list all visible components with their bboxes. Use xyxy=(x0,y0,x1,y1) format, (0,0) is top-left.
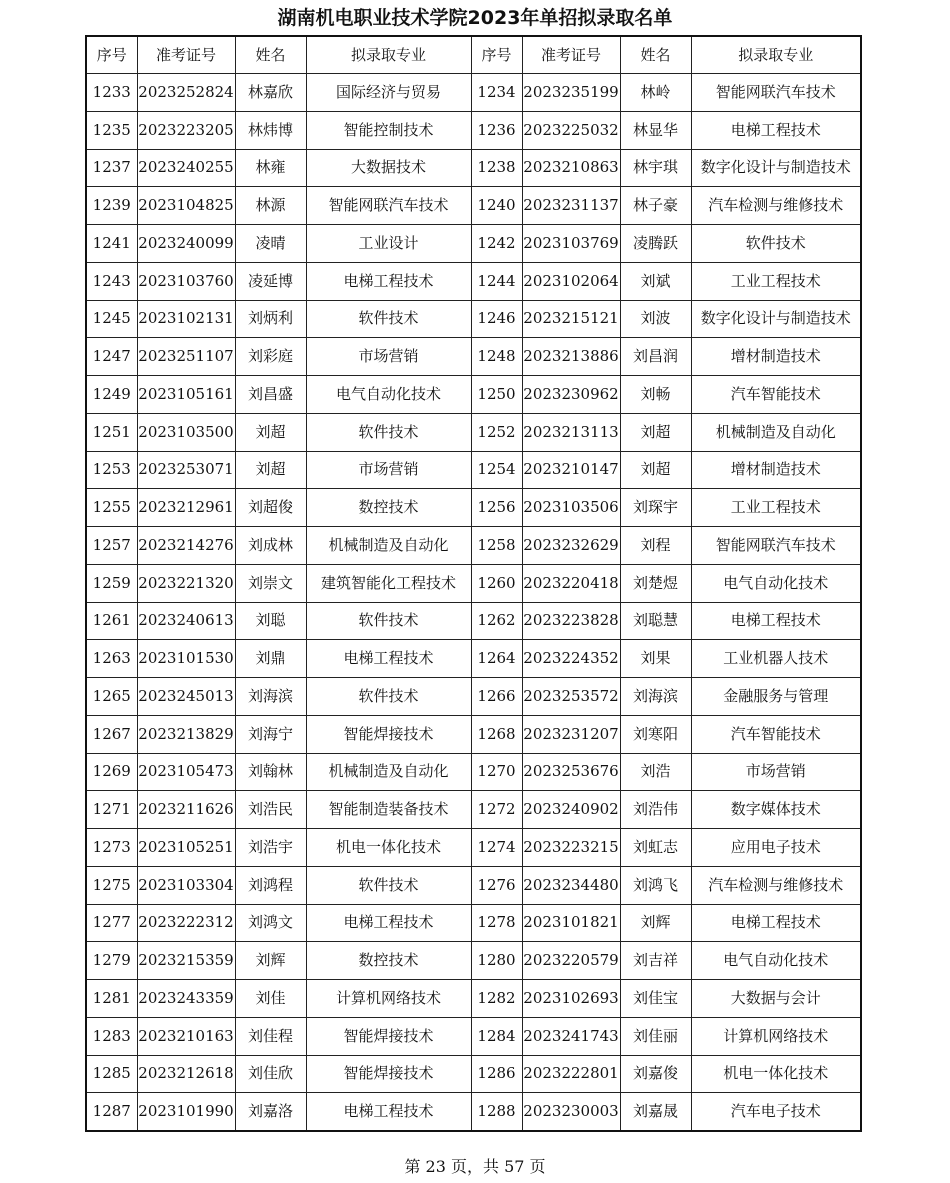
seq-cell: 1235 xyxy=(86,111,137,149)
name-cell: 刘海滨 xyxy=(620,678,691,716)
exam-id-cell: 2023223828 xyxy=(522,602,620,640)
seq-cell: 1252 xyxy=(471,413,522,451)
seq-cell: 1234 xyxy=(471,74,522,112)
major-cell: 机械制造及自动化 xyxy=(691,413,861,451)
table-row xyxy=(86,413,861,451)
seq-cell: 1233 xyxy=(86,74,137,112)
table-row xyxy=(86,942,861,980)
seq-cell: 1240 xyxy=(471,187,522,225)
table-row xyxy=(86,904,861,942)
major-cell: 电气自动化技术 xyxy=(691,564,861,602)
exam-id-cell: 2023213886 xyxy=(522,338,620,376)
major-cell: 电梯工程技术 xyxy=(306,262,471,300)
table-row xyxy=(86,1055,861,1093)
seq-cell: 1266 xyxy=(471,678,522,716)
name-cell: 刘鼎 xyxy=(235,640,306,678)
seq-cell: 1280 xyxy=(471,942,522,980)
header-exam-id-right: 准考证号 xyxy=(522,36,620,74)
exam-id-cell: 2023245013 xyxy=(137,678,235,716)
exam-id-cell: 2023212961 xyxy=(137,489,235,527)
exam-id-cell: 2023220418 xyxy=(522,564,620,602)
seq-cell: 1251 xyxy=(86,413,137,451)
header-major-right: 拟录取专业 xyxy=(691,36,861,74)
table-body xyxy=(86,74,861,1132)
name-cell: 刘佳欣 xyxy=(235,1055,306,1093)
name-cell: 刘超 xyxy=(620,413,691,451)
name-cell: 刘嘉洛 xyxy=(235,1093,306,1131)
exam-id-cell: 2023103304 xyxy=(137,866,235,904)
seq-cell: 1241 xyxy=(86,225,137,263)
exam-id-cell: 2023210863 xyxy=(522,149,620,187)
table-row xyxy=(86,74,861,112)
table-row xyxy=(86,225,861,263)
exam-id-cell: 2023241743 xyxy=(522,1017,620,1055)
seq-cell: 1264 xyxy=(471,640,522,678)
exam-id-cell: 2023231207 xyxy=(522,715,620,753)
seq-cell: 1254 xyxy=(471,451,522,489)
major-cell: 软件技术 xyxy=(306,866,471,904)
major-cell: 电梯工程技术 xyxy=(306,640,471,678)
seq-cell: 1248 xyxy=(471,338,522,376)
name-cell: 刘浩伟 xyxy=(620,791,691,829)
name-cell: 刘海滨 xyxy=(235,678,306,716)
exam-id-cell: 2023225032 xyxy=(522,111,620,149)
major-cell: 智能焊接技术 xyxy=(306,1017,471,1055)
exam-id-cell: 2023103506 xyxy=(522,489,620,527)
exam-id-cell: 2023222801 xyxy=(522,1055,620,1093)
name-cell: 凌晴 xyxy=(235,225,306,263)
name-cell: 刘佳程 xyxy=(235,1017,306,1055)
major-cell: 数字化设计与制造技术 xyxy=(691,149,861,187)
major-cell: 电梯工程技术 xyxy=(306,904,471,942)
header-name-left: 姓名 xyxy=(235,36,306,74)
exam-id-cell: 2023214276 xyxy=(137,527,235,565)
exam-id-cell: 2023223215 xyxy=(522,829,620,867)
major-cell: 机电一体化技术 xyxy=(691,1055,861,1093)
name-cell: 林嘉欣 xyxy=(235,74,306,112)
major-cell: 机械制造及自动化 xyxy=(306,527,471,565)
name-cell: 林炜博 xyxy=(235,111,306,149)
seq-cell: 1247 xyxy=(86,338,137,376)
major-cell: 计算机网络技术 xyxy=(306,980,471,1018)
exam-id-cell: 2023251107 xyxy=(137,338,235,376)
major-cell: 汽车检测与维修技术 xyxy=(691,187,861,225)
major-cell: 增材制造技术 xyxy=(691,451,861,489)
seq-cell: 1277 xyxy=(86,904,137,942)
major-cell: 软件技术 xyxy=(691,225,861,263)
major-cell: 软件技术 xyxy=(306,300,471,338)
major-cell: 数控技术 xyxy=(306,942,471,980)
exam-id-cell: 2023252824 xyxy=(137,74,235,112)
name-cell: 刘楚煜 xyxy=(620,564,691,602)
name-cell: 刘海宁 xyxy=(235,715,306,753)
table-row xyxy=(86,262,861,300)
exam-id-cell: 2023105161 xyxy=(137,376,235,414)
exam-id-cell: 2023234480 xyxy=(522,866,620,904)
seq-cell: 1268 xyxy=(471,715,522,753)
major-cell: 工业设计 xyxy=(306,225,471,263)
name-cell: 刘吉祥 xyxy=(620,942,691,980)
table-row xyxy=(86,527,861,565)
seq-cell: 1276 xyxy=(471,866,522,904)
exam-id-cell: 2023220579 xyxy=(522,942,620,980)
table-row xyxy=(86,376,861,414)
major-cell: 工业机器人技术 xyxy=(691,640,861,678)
major-cell: 汽车智能技术 xyxy=(691,715,861,753)
seq-cell: 1279 xyxy=(86,942,137,980)
seq-cell: 1265 xyxy=(86,678,137,716)
name-cell: 凌腾跃 xyxy=(620,225,691,263)
name-cell: 刘彩庭 xyxy=(235,338,306,376)
table-row xyxy=(86,300,861,338)
seq-cell: 1249 xyxy=(86,376,137,414)
name-cell: 刘琛宇 xyxy=(620,489,691,527)
name-cell: 刘浩 xyxy=(620,753,691,791)
name-cell: 凌延博 xyxy=(235,262,306,300)
exam-id-cell: 2023224352 xyxy=(522,640,620,678)
exam-id-cell: 2023102131 xyxy=(137,300,235,338)
seq-cell: 1258 xyxy=(471,527,522,565)
exam-id-cell: 2023210163 xyxy=(137,1017,235,1055)
seq-cell: 1260 xyxy=(471,564,522,602)
exam-id-cell: 2023240613 xyxy=(137,602,235,640)
exam-id-cell: 2023103769 xyxy=(522,225,620,263)
seq-cell: 1244 xyxy=(471,262,522,300)
major-cell: 汽车检测与维修技术 xyxy=(691,866,861,904)
exam-id-cell: 2023253676 xyxy=(522,753,620,791)
name-cell: 刘嘉晟 xyxy=(620,1093,691,1131)
exam-id-cell: 2023215359 xyxy=(137,942,235,980)
name-cell: 刘佳 xyxy=(235,980,306,1018)
major-cell: 市场营销 xyxy=(306,338,471,376)
major-cell: 汽车电子技术 xyxy=(691,1093,861,1131)
exam-id-cell: 2023210147 xyxy=(522,451,620,489)
table-row xyxy=(86,111,861,149)
seq-cell: 1236 xyxy=(471,111,522,149)
exam-id-cell: 2023101821 xyxy=(522,904,620,942)
exam-id-cell: 2023102693 xyxy=(522,980,620,1018)
name-cell: 刘辉 xyxy=(620,904,691,942)
major-cell: 智能网联汽车技术 xyxy=(306,187,471,225)
major-cell: 软件技术 xyxy=(306,413,471,451)
table-row xyxy=(86,980,861,1018)
name-cell: 刘虹志 xyxy=(620,829,691,867)
seq-cell: 1242 xyxy=(471,225,522,263)
name-cell: 刘鸿飞 xyxy=(620,866,691,904)
name-cell: 林子豪 xyxy=(620,187,691,225)
table-row xyxy=(86,187,861,225)
exam-id-cell: 2023103500 xyxy=(137,413,235,451)
major-cell: 智能网联汽车技术 xyxy=(691,527,861,565)
table-row xyxy=(86,866,861,904)
major-cell: 应用电子技术 xyxy=(691,829,861,867)
seq-cell: 1287 xyxy=(86,1093,137,1131)
name-cell: 刘昌盛 xyxy=(235,376,306,414)
name-cell: 刘聪慧 xyxy=(620,602,691,640)
seq-cell: 1250 xyxy=(471,376,522,414)
table-row xyxy=(86,640,861,678)
exam-id-cell: 2023104825 xyxy=(137,187,235,225)
seq-cell: 1262 xyxy=(471,602,522,640)
major-cell: 计算机网络技术 xyxy=(691,1017,861,1055)
seq-cell: 1257 xyxy=(86,527,137,565)
header-name-right: 姓名 xyxy=(620,36,691,74)
exam-id-cell: 2023213829 xyxy=(137,715,235,753)
major-cell: 数控技术 xyxy=(306,489,471,527)
page-number: 第 23 页，共 57 页 xyxy=(404,1157,546,1176)
exam-id-cell: 2023253572 xyxy=(522,678,620,716)
seq-cell: 1274 xyxy=(471,829,522,867)
name-cell: 刘浩宇 xyxy=(235,829,306,867)
major-cell: 电气自动化技术 xyxy=(306,376,471,414)
table-row xyxy=(86,338,861,376)
exam-id-cell: 2023240099 xyxy=(137,225,235,263)
exam-id-cell: 2023240255 xyxy=(137,149,235,187)
table-row xyxy=(86,1093,861,1131)
table-row xyxy=(86,451,861,489)
exam-id-cell: 2023103760 xyxy=(137,262,235,300)
exam-id-cell: 2023105473 xyxy=(137,753,235,791)
seq-cell: 1243 xyxy=(86,262,137,300)
exam-id-cell: 2023102064 xyxy=(522,262,620,300)
major-cell: 金融服务与管理 xyxy=(691,678,861,716)
name-cell: 林岭 xyxy=(620,74,691,112)
major-cell: 机电一体化技术 xyxy=(306,829,471,867)
name-cell: 刘成林 xyxy=(235,527,306,565)
table-row xyxy=(86,715,861,753)
seq-cell: 1282 xyxy=(471,980,522,1018)
seq-cell: 1271 xyxy=(86,791,137,829)
name-cell: 刘聪 xyxy=(235,602,306,640)
major-cell: 建筑智能化工程技术 xyxy=(306,564,471,602)
name-cell: 刘佳丽 xyxy=(620,1017,691,1055)
exam-id-cell: 2023222312 xyxy=(137,904,235,942)
major-cell: 电梯工程技术 xyxy=(691,904,861,942)
name-cell: 刘寒阳 xyxy=(620,715,691,753)
table-row xyxy=(86,829,861,867)
seq-cell: 1256 xyxy=(471,489,522,527)
major-cell: 智能控制技术 xyxy=(306,111,471,149)
exam-id-cell: 2023232629 xyxy=(522,527,620,565)
major-cell: 增材制造技术 xyxy=(691,338,861,376)
major-cell: 智能网联汽车技术 xyxy=(691,74,861,112)
major-cell: 大数据技术 xyxy=(306,149,471,187)
name-cell: 刘翰林 xyxy=(235,753,306,791)
name-cell: 林显华 xyxy=(620,111,691,149)
name-cell: 林宇琪 xyxy=(620,149,691,187)
seq-cell: 1263 xyxy=(86,640,137,678)
table-row xyxy=(86,602,861,640)
exam-id-cell: 2023101990 xyxy=(137,1093,235,1131)
name-cell: 刘程 xyxy=(620,527,691,565)
table-row xyxy=(86,489,861,527)
table-row xyxy=(86,753,861,791)
name-cell: 林雍 xyxy=(235,149,306,187)
major-cell: 汽车智能技术 xyxy=(691,376,861,414)
major-cell: 智能焊接技术 xyxy=(306,715,471,753)
seq-cell: 1267 xyxy=(86,715,137,753)
major-cell: 电梯工程技术 xyxy=(691,602,861,640)
table-row xyxy=(86,564,861,602)
seq-cell: 1259 xyxy=(86,564,137,602)
header-exam-id-left: 准考证号 xyxy=(137,36,235,74)
name-cell: 刘超 xyxy=(235,413,306,451)
seq-cell: 1284 xyxy=(471,1017,522,1055)
exam-id-cell: 2023101530 xyxy=(137,640,235,678)
major-cell: 市场营销 xyxy=(691,753,861,791)
exam-id-cell: 2023243359 xyxy=(137,980,235,1018)
name-cell: 刘浩民 xyxy=(235,791,306,829)
exam-id-cell: 2023223205 xyxy=(137,111,235,149)
name-cell: 刘嘉俊 xyxy=(620,1055,691,1093)
seq-cell: 1239 xyxy=(86,187,137,225)
name-cell: 刘崇文 xyxy=(235,564,306,602)
name-cell: 刘畅 xyxy=(620,376,691,414)
seq-cell: 1283 xyxy=(86,1017,137,1055)
major-cell: 软件技术 xyxy=(306,678,471,716)
page-title: 湖南机电职业技术学院2023年单招拟录取名单 xyxy=(277,7,673,29)
table-row xyxy=(86,791,861,829)
seq-cell: 1261 xyxy=(86,602,137,640)
major-cell: 电气自动化技术 xyxy=(691,942,861,980)
seq-cell: 1255 xyxy=(86,489,137,527)
exam-id-cell: 2023240902 xyxy=(522,791,620,829)
exam-id-cell: 2023212618 xyxy=(137,1055,235,1093)
major-cell: 智能制造装备技术 xyxy=(306,791,471,829)
exam-id-cell: 2023105251 xyxy=(137,829,235,867)
exam-id-cell: 2023230003 xyxy=(522,1093,620,1131)
major-cell: 工业工程技术 xyxy=(691,262,861,300)
major-cell: 工业工程技术 xyxy=(691,489,861,527)
exam-id-cell: 2023231137 xyxy=(522,187,620,225)
major-cell: 机械制造及自动化 xyxy=(306,753,471,791)
table-row xyxy=(86,1017,861,1055)
seq-cell: 1238 xyxy=(471,149,522,187)
exam-id-cell: 2023213113 xyxy=(522,413,620,451)
exam-id-cell: 2023253071 xyxy=(137,451,235,489)
name-cell: 刘昌润 xyxy=(620,338,691,376)
name-cell: 刘炳利 xyxy=(235,300,306,338)
major-cell: 数字媒体技术 xyxy=(691,791,861,829)
name-cell: 刘超俊 xyxy=(235,489,306,527)
major-cell: 电梯工程技术 xyxy=(306,1093,471,1131)
seq-cell: 1288 xyxy=(471,1093,522,1131)
seq-cell: 1285 xyxy=(86,1055,137,1093)
seq-cell: 1275 xyxy=(86,866,137,904)
name-cell: 刘鸿文 xyxy=(235,904,306,942)
header-seq-left: 序号 xyxy=(86,36,137,74)
exam-id-cell: 2023235199 xyxy=(522,74,620,112)
name-cell: 刘超 xyxy=(235,451,306,489)
name-cell: 刘波 xyxy=(620,300,691,338)
name-cell: 刘佳宝 xyxy=(620,980,691,1018)
name-cell: 刘超 xyxy=(620,451,691,489)
name-cell: 林源 xyxy=(235,187,306,225)
seq-cell: 1237 xyxy=(86,149,137,187)
table-header-row xyxy=(86,36,861,74)
seq-cell: 1272 xyxy=(471,791,522,829)
major-cell: 数字化设计与制造技术 xyxy=(691,300,861,338)
major-cell: 国际经济与贸易 xyxy=(306,74,471,112)
major-cell: 市场营销 xyxy=(306,451,471,489)
name-cell: 刘鸿程 xyxy=(235,866,306,904)
seq-cell: 1286 xyxy=(471,1055,522,1093)
seq-cell: 1281 xyxy=(86,980,137,1018)
seq-cell: 1253 xyxy=(86,451,137,489)
table-row xyxy=(86,678,861,716)
admission-table xyxy=(85,35,862,1132)
exam-id-cell: 2023230962 xyxy=(522,376,620,414)
seq-cell: 1278 xyxy=(471,904,522,942)
major-cell: 大数据与会计 xyxy=(691,980,861,1018)
table-row xyxy=(86,149,861,187)
major-cell: 软件技术 xyxy=(306,602,471,640)
exam-id-cell: 2023215121 xyxy=(522,300,620,338)
major-cell: 智能焊接技术 xyxy=(306,1055,471,1093)
seq-cell: 1273 xyxy=(86,829,137,867)
name-cell: 刘辉 xyxy=(235,942,306,980)
exam-id-cell: 2023221320 xyxy=(137,564,235,602)
name-cell: 刘斌 xyxy=(620,262,691,300)
seq-cell: 1270 xyxy=(471,753,522,791)
seq-cell: 1269 xyxy=(86,753,137,791)
header-major-left: 拟录取专业 xyxy=(306,36,471,74)
exam-id-cell: 2023211626 xyxy=(137,791,235,829)
seq-cell: 1246 xyxy=(471,300,522,338)
header-seq-right: 序号 xyxy=(471,36,522,74)
major-cell: 电梯工程技术 xyxy=(691,111,861,149)
name-cell: 刘果 xyxy=(620,640,691,678)
seq-cell: 1245 xyxy=(86,300,137,338)
